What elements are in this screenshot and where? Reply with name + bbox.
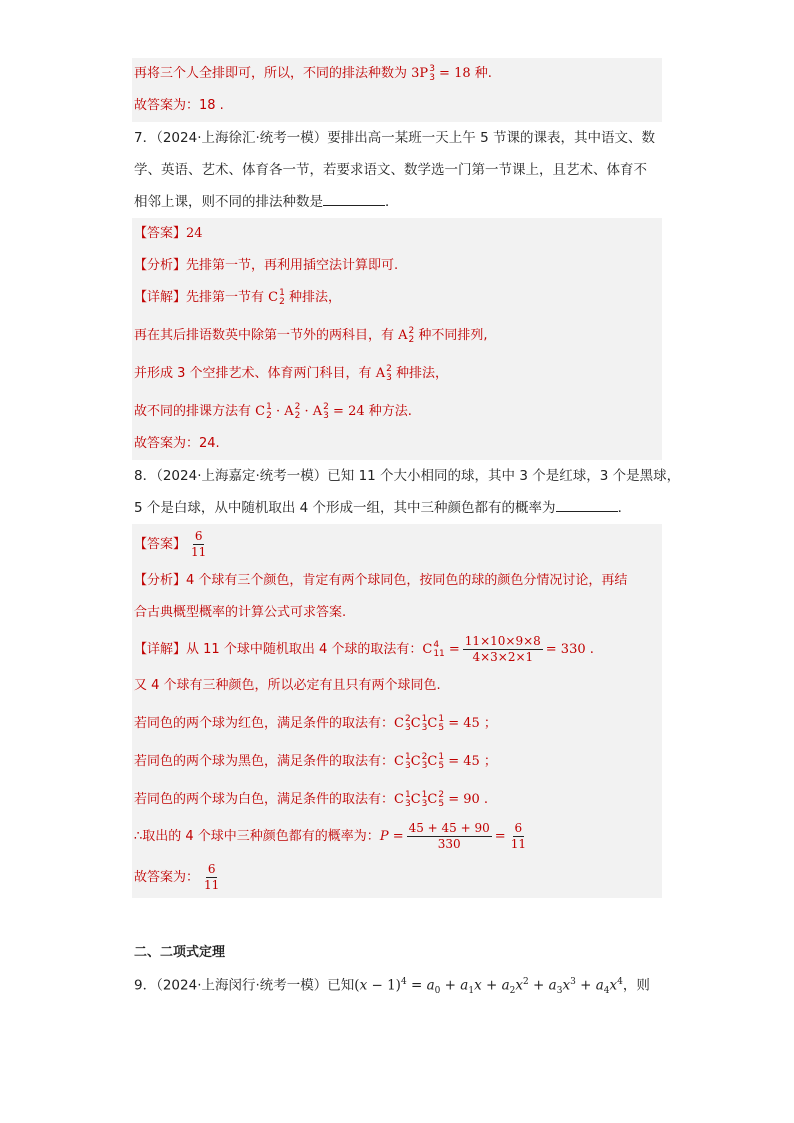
question-7-line-2: 学、英语、艺术、体育各一节，若要求语文、数学选一门第一节课上，且艺术、体育不 bbox=[134, 162, 647, 178]
question-7-line-3: 相邻上课，则不同的排法种数是 ． bbox=[132, 186, 662, 218]
question-7-line-1: 7．（2024·上海徐汇·统考一模）要排出高一某班一天上午 5 节课的课表，其中语文、数 bbox=[134, 130, 655, 146]
final-answer: 故答案为：18 . bbox=[134, 98, 224, 113]
question-9-line-1: 9．（2024·上海闵行·统考一模）已知$(x - 1)^4 = a_0 + a_1x + a_2x^2 + a_3x^3 + a_4x^4$，则 bbox=[134, 977, 650, 997]
analysis-line: 【分析】先排第一节，再利用插空法计算即可. bbox=[134, 258, 399, 273]
detail-line-4: 故不同的排课方法有 C 1 2 · A 2 2 · A 2 3 = 24 种方法. bbox=[134, 401, 412, 421]
detail-line-2: 又 4 个球有三种颜色，所以必定有且只有两个球同色. bbox=[134, 678, 441, 693]
question-8-line-2: 5 个是白球，从中随机取出 4 个形成一组，其中三种颜色都有的概率为 ． bbox=[132, 492, 662, 524]
answer-block-6 bbox=[132, 58, 662, 122]
detail-line-2: 再在其后排语数英中除第一节外的两科目，有 A 2 2 种不同排列, bbox=[134, 325, 488, 345]
final-answer: 故答案为：24. bbox=[134, 436, 220, 451]
answer-block-8 bbox=[132, 524, 662, 898]
answer-blank bbox=[556, 497, 618, 512]
section-heading: 二、二项式定理 bbox=[134, 945, 226, 960]
answer-block-7 bbox=[132, 218, 662, 460]
detail-line-3: 若同色的两个球为红色，满足条件的取法有：C 2 3 C 1 3 C 1 5 = 45 ； bbox=[134, 713, 497, 733]
detail-line-1: 【详解】从 11 个球中随机取出 4 个球的取法有：C 4 11 = $\frac{11\times 10\times 9\times 8}{4\times 3\times 2\times 1}$ = 330 . bbox=[134, 634, 594, 664]
analysis-line-2: 合古典概型概率的计算公式可求答案. bbox=[134, 605, 347, 620]
detail-line-4: 若同色的两个球为黑色，满足条件的取法有：C 1 3 C 2 3 C 1 5 = 45 ； bbox=[134, 751, 497, 771]
detail-line-3: 并形成 3 个空排艺术、体育两门科目，有 A 2 3 种排法， bbox=[134, 363, 448, 383]
question-8-line-1: 8．（2024·上海嘉定·统考一模）已知 11 个大小相同的球，其中 3 个是红球，3 个是黑球， bbox=[134, 468, 681, 484]
detail-line-5: 若同色的两个球为白色，满足条件的取法有：C 1 3 C 1 3 C 2 5 = 90 . bbox=[134, 789, 489, 809]
detail-line-6: ∴取出的 4 个球中三种颜色都有的概率为：P = $\frac{45 + 45 + 90}{330}$ = $\frac{6}{11}$ bbox=[134, 821, 526, 851]
answer-line: 【答案】 $\frac{6}{11}$ bbox=[134, 529, 207, 559]
math-permutation: 3P bbox=[411, 66, 429, 81]
answer-blank bbox=[323, 191, 385, 206]
final-answer: 故答案为： $\frac{6}{11}$ bbox=[134, 862, 220, 892]
answer-line: 【答案】24 bbox=[134, 226, 203, 241]
detail-line-1: 【详解】先排第一节有 C 1 2 种排法， bbox=[134, 287, 342, 307]
analysis-line-1: 【分析】4 个球有三个颜色，肯定有两个球同色，按同色的球的颜色分情况讨论，再结 bbox=[134, 573, 628, 588]
solution-line: 再将三个人全排即可，所以，不同的排法种数为 3P 3 3 = 18 种. bbox=[134, 63, 492, 83]
document-page bbox=[132, 58, 681, 1007]
